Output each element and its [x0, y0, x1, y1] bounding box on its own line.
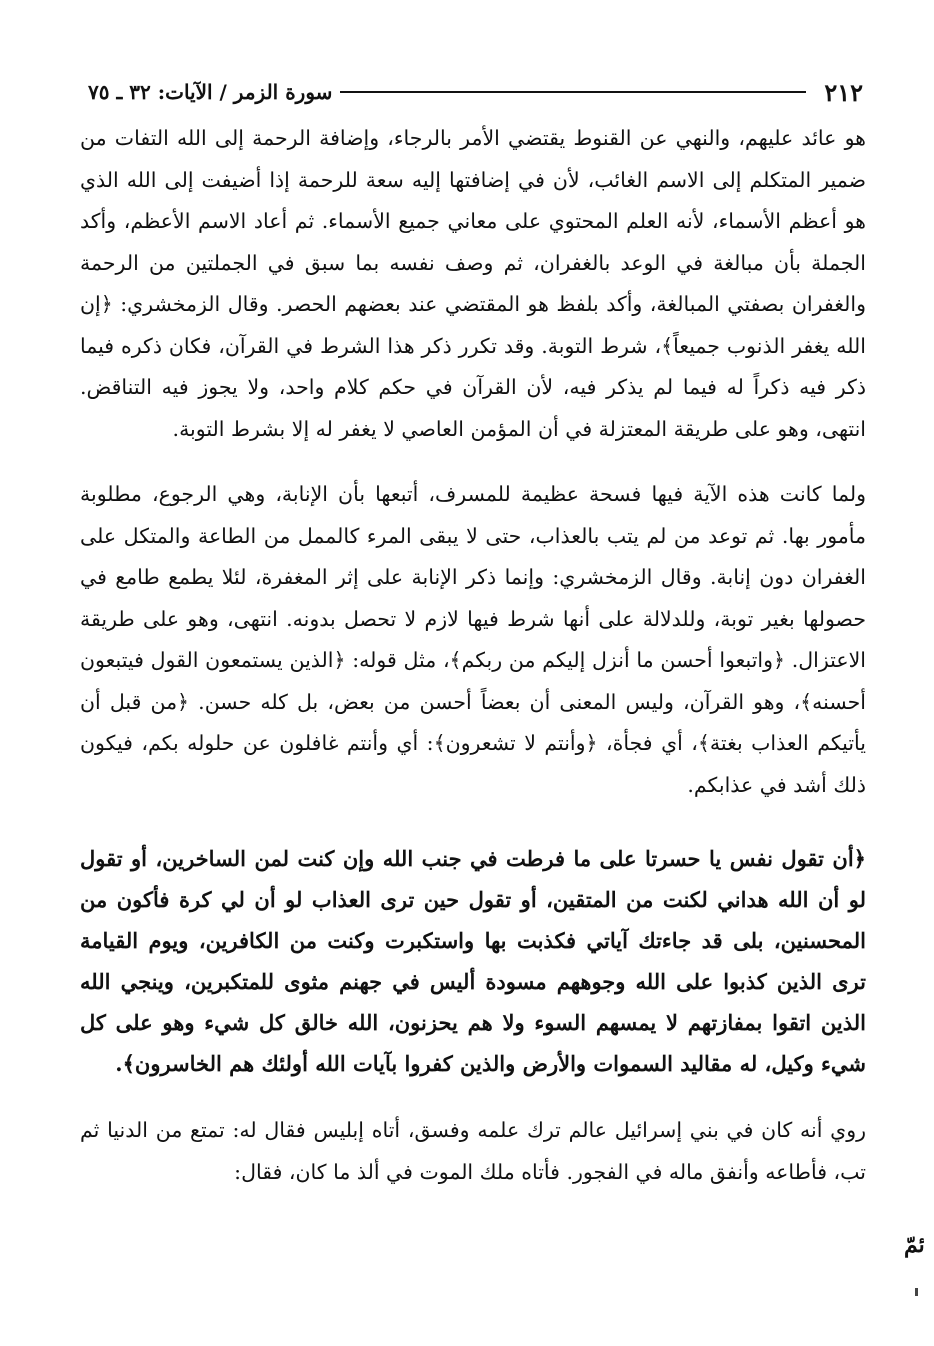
- paragraph-commentary-2: ولما كانت هذه الآية فيها فسحة عظيمة للمسرف، أتبعها بأن الإنابة، وهي الرجوع، مطلوبة مأمور بها. ثم توعد من لم يتب بالعذاب، حتى لا يبقى المرء كالممل من الطاعة والمتكل على الغفران دون إنابة. وقال الزمخشري: وإنما ذكر الإنابة على إثر المغفرة، لئلا يطمع طامع في حصولها بغير توبة، وللدلالة على أنها شرط فيها لازم لا تحصل بدونه. انتهى، وهو على طريقة الاعتزال. ﴿واتبعوا أحسن ما أنزل إليكم من ربكم﴾، مثل قوله: ﴿الذين يستمعون القول فيتبعون أحسنه﴾، وهو القرآن، وليس المعنى أن بعضاً أحسن من بعض، بل كله حسن. ﴿من قبل أن يأتيكم العذاب بغتة﴾، أي فجأة، ﴿وأنتم لا تشعرون﴾: أي وأنتم غافلون عن حلوله بكم، فيكون ذلك أشد في عذابكم.: [80, 482, 866, 797]
- paragraph-commentary-3: روي أنه كان في بني إسرائيل عالم ترك علمه وفسق، أتاه إبليس فقال له: تمتع من الدنيا ثم تب، فأطاعه وأنفق ماله في الفجور. فأتاه ملك الموت في ألذ ما كان، فقال:: [80, 1118, 866, 1184]
- paragraph-commentary-1: هو عائد عليهم، والنهي عن القنوط يقتضي الأمر بالرجاء، وإضافة الرحمة إلى الله التفات من ضمير المتكلم إلى الاسم الغائب، لأن في إضافتها إليه سعة للرحمة إذا أضيفت إلى الله الذي هو أعظم الأسماء، لأنه العلم المحتوي على معاني جميع الأسماء. ثم أعاد الاسم الأعظم، وأكد الجملة بأن مبالغة في الوعد بالغفران، ثم وصف نفسه بما سبق في الجملتين من الرحمة والغفران بصفتي المبالغة، وأكد بلفظ هو المقتضي عند بعضهم الحصر. وقال الزمخشري: ﴿إن الله يغفر الذنوب جميعاً﴾، شرط التوبة. وقد تكرر ذكر هذا الشرط في القرآن، فكان ذكره فيما ذكر فيه ذكراً له فيما لم يذكر فيه، لأن القرآن في حكم كلام واحد، ولا يجوز فيه التناقض. انتهى، وهو على طريقة المعتزلة في أن المؤمن العاصي لا يغفر له إلا بشرط التوبة.: [80, 126, 866, 441]
- header-rule: [340, 91, 806, 93]
- running-title: سورة الزمر / الآيات: ٣٢ ـ ٧٥: [88, 80, 333, 104]
- margin-mark: ئمّ: [904, 1232, 925, 1258]
- quran-verses-block: ﴿أن تقول نفس يا حسرتا على ما فرطت في جنب الله وإن كنت لمن الساخرين، أو تقول لو أن الله هداني لكنت من المتقين، أو تقول حين ترى العذاب لو أن لي كرة فأكون من المحسنين، بلى قد جاءتك آياتي فكذبت بها واستكبرت وكنت من الكافرين، ويوم القيامة ترى الذين كذبوا على الله وجوههم مسودة أليس في جهنم مثوى للمتكبرين، وينجي الله الذين اتقوا بمفازتهم لا يمسهم السوء ولا هم يحزنون، الله خالق كل شيء وهو على كل شيء وكيل، له مقاليد السموات والأرض والذين كفروا بآيات الله أولئك هم الخاسرون﴾.: [80, 846, 866, 1076]
- main-text: [80, 118, 866, 1193]
- page-header: [88, 72, 863, 112]
- page-number: ٢١٢: [824, 77, 863, 107]
- edge-mark: [915, 1288, 918, 1296]
